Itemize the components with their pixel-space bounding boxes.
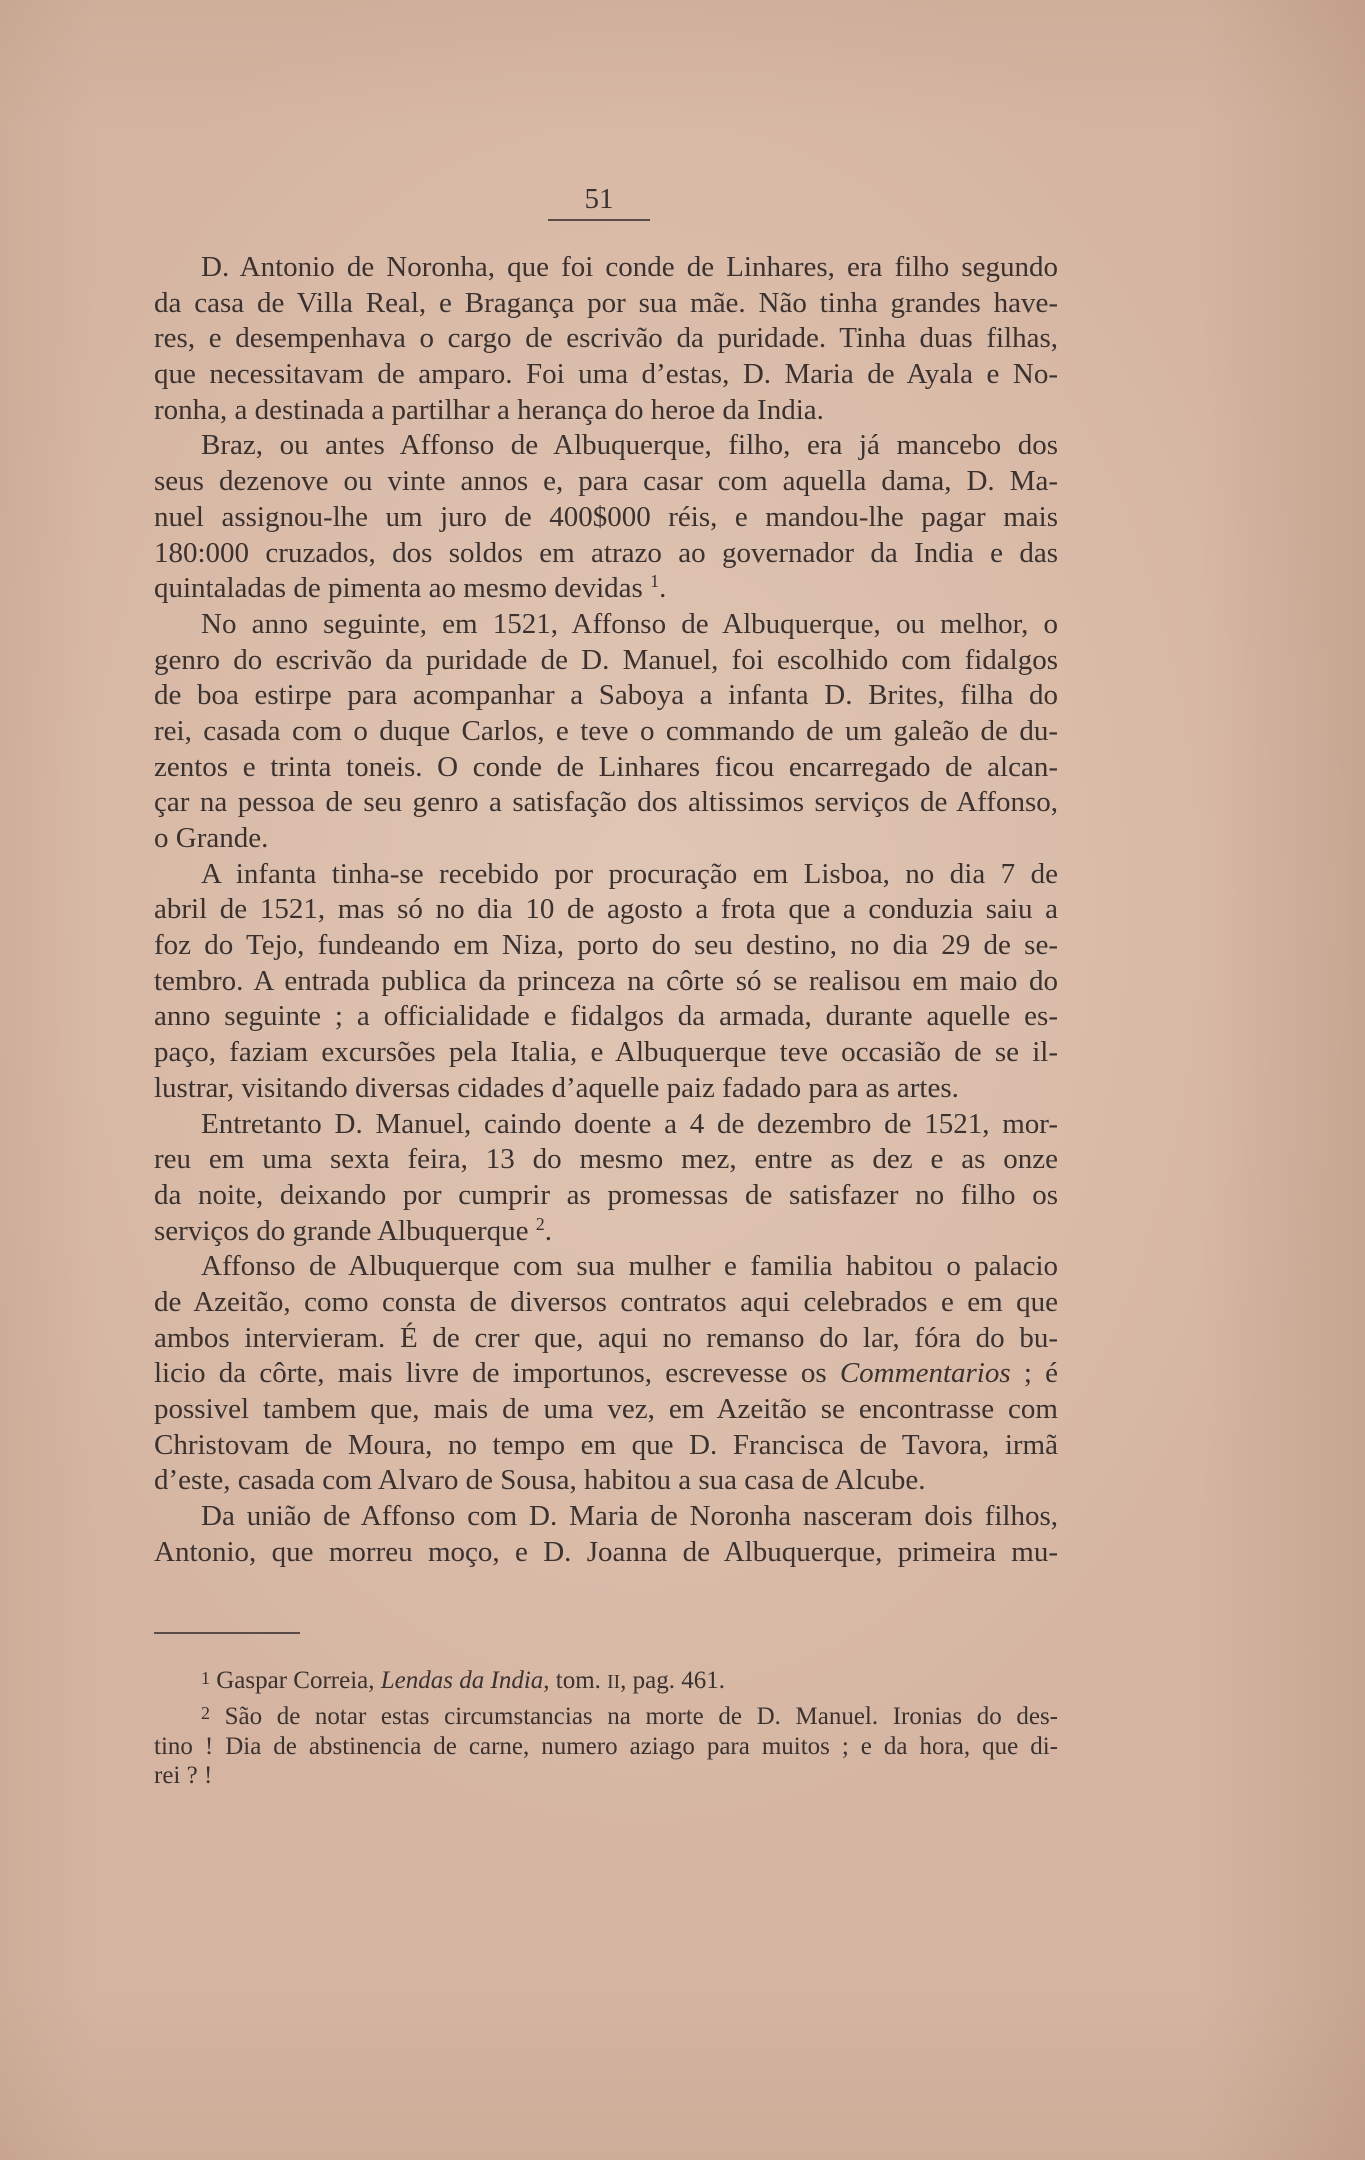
text-line: o Grande. — [154, 822, 269, 854]
footnote-text: Gaspar Correia, — [216, 1667, 381, 1694]
text-line: Braz, ou antes Affonso de Albuquerque, filho, era já mancebo dos — [201, 429, 1058, 462]
line-text: licio da côrte, mais livre de importunos, escrevesse os — [154, 1357, 840, 1390]
line-text: quintaladas de pimenta ao mesmo devidas — [154, 572, 651, 605]
text-line: tembro. A entrada publica da princeza na côrte só se realisou em maio do — [154, 964, 1058, 997]
text-line: lustrar, visitando diversas cidades d’aquelle paiz fadado para as artes. — [154, 1071, 959, 1104]
footnote-separator — [154, 1632, 300, 1634]
line-text: . — [544, 1214, 552, 1247]
text-line: No anno seguinte, em 1521, Affonso de Albuquerque, ou melhor, o — [201, 607, 1058, 640]
text-line: Affonso de Albuquerque com sua mulher e familia habitou o palacio — [201, 1250, 1058, 1283]
italic-title: Commentarios — [839, 1357, 1011, 1390]
text-line: de Azeitão, como consta de diversos contratos aqui celebrados e em que — [154, 1285, 1058, 1318]
text-line: possivel tambem que, mais de uma vez, em Azeitão se encontrasse com — [154, 1393, 1058, 1425]
footnote-marker: 2 — [201, 1703, 210, 1724]
footnote — [154, 1702, 1058, 1791]
footnote-text: São de notar estas circumstancias na morte de D. Manuel. Ironias do des- — [224, 1702, 1058, 1730]
text-line: anno seguinte ; a officialidade e fidalgos da armada, durante aquelle es- — [154, 1000, 1058, 1033]
text-line: seus dezenove ou vinte annos e, para casar com aquella dama, D. Ma- — [154, 465, 1058, 498]
text-line: reu em uma sexta feira, 13 do mesmo mez, entre as dez e as onze — [154, 1143, 1058, 1176]
paragraph — [154, 857, 1058, 1107]
paragraph — [154, 250, 1058, 428]
line-text: serviços do grande Albuquerque — [154, 1214, 536, 1247]
text-line: A infanta tinha-se recebido por procuração em Lisboa, no dia 7 de — [201, 857, 1058, 890]
text-line: Da união de Affonso com D. Maria de Noronha nasceram dois filhos, — [201, 1500, 1058, 1533]
line-text: ; é — [1010, 1357, 1058, 1390]
text-line: res, e desempenhava o cargo de escrivão da puridade. Tinha duas filhas, — [154, 322, 1058, 355]
text-line: Antonio, que morreu moço, e D. Joanna de Albuquerque, primeira mu- — [154, 1535, 1058, 1568]
text-line: abril de 1521, mas só no dia 10 de agosto a frota que a conduzia saiu a — [154, 893, 1058, 926]
page-number: 51 — [584, 183, 614, 215]
text-line: nuel assignou-lhe um juro de 400$000 réis, e mandou-lhe pagar mais — [154, 500, 1058, 533]
page-number-rule — [548, 219, 650, 221]
paragraph — [154, 607, 1058, 857]
text-line: d’este, casada com Alvaro de Sousa, habitou a sua casa de Alcube. — [154, 1464, 926, 1497]
text-line — [154, 571, 1058, 607]
text-line: rei, casada com o duque Carlos, e teve o commando de um galeão de du- — [154, 714, 1058, 747]
footnote-reference: 1 — [650, 571, 660, 592]
text-line: 180:000 cruzados, dos soldos em atrazo ao governador da India e das — [154, 536, 1058, 569]
footnote-volume: II — [607, 1672, 621, 1693]
text-line: zentos e trinta toneis. O conde de Linhares ficou encarregado de alcan- — [154, 750, 1058, 783]
paragraph — [154, 1249, 1058, 1499]
text-line: que necessitavam de amparo. Foi uma d’estas, D. Maria de Ayala e No- — [154, 358, 1058, 391]
text-line: foz do Tejo, fundeando em Niza, porto do seu destino, no dia 29 de se- — [154, 929, 1058, 962]
footnote-line — [154, 1702, 1058, 1732]
line-text: . — [659, 572, 667, 605]
text-line: ronha, a destinada a partilhar a herança do heroe da India. — [154, 393, 824, 426]
footnote-title: Lendas da India — [380, 1667, 544, 1694]
footnote-line: tino ! Dia de abstinencia de carne, numero aziago para muitos ; e da hora, que di- — [154, 1732, 1058, 1760]
paragraph — [154, 1499, 1058, 1570]
footnote-reference: 2 — [535, 1213, 545, 1234]
text-line: genro do escrivão da puridade de D. Manuel, foi escolhido com fidalgos — [154, 643, 1058, 676]
footnote-marker: 1 — [201, 1667, 210, 1688]
text-line: da casa de Villa Real, e Bragança por sua mãe. Não tinha grandes have- — [154, 286, 1058, 319]
text-line: da noite, deixando por cumprir as promessas de satisfazer no filho os — [154, 1178, 1058, 1211]
footnotes — [154, 1666, 1058, 1791]
text-line: çar na pessoa de seu genro a satisfação dos altissimos serviços de Affonso, — [154, 786, 1058, 819]
text-line: paço, faziam excursões pela Italia, e Albuquerque teve occasião de se il- — [154, 1036, 1058, 1069]
text-line — [154, 1214, 1058, 1250]
footnote-text: , tom. — [543, 1667, 608, 1694]
text-line: Christovam de Moura, no tempo em que D. Francisca de Tavora, irmã — [154, 1428, 1058, 1461]
text-line — [154, 1356, 1058, 1392]
paragraph — [154, 1107, 1058, 1250]
footnote-line: rei ? ! — [154, 1762, 213, 1790]
footnote — [154, 1666, 1058, 1696]
text-line: D. Antonio de Noronha, que foi conde de Linhares, era filho segundo — [201, 251, 1058, 283]
text-line: de boa estirpe para acompanhar a Saboya a infanta D. Brites, filha do — [154, 679, 1058, 712]
text-line: Entretanto D. Manuel, caindo doente a 4 de dezembro de 1521, mor- — [201, 1107, 1058, 1140]
main-text — [154, 250, 1058, 1570]
footnote-text: , pag. 461. — [620, 1667, 726, 1694]
paragraph — [154, 428, 1058, 606]
text-line: ambos intervieram. É de crer que, aqui no remanso do lar, fóra do bu- — [154, 1321, 1058, 1354]
